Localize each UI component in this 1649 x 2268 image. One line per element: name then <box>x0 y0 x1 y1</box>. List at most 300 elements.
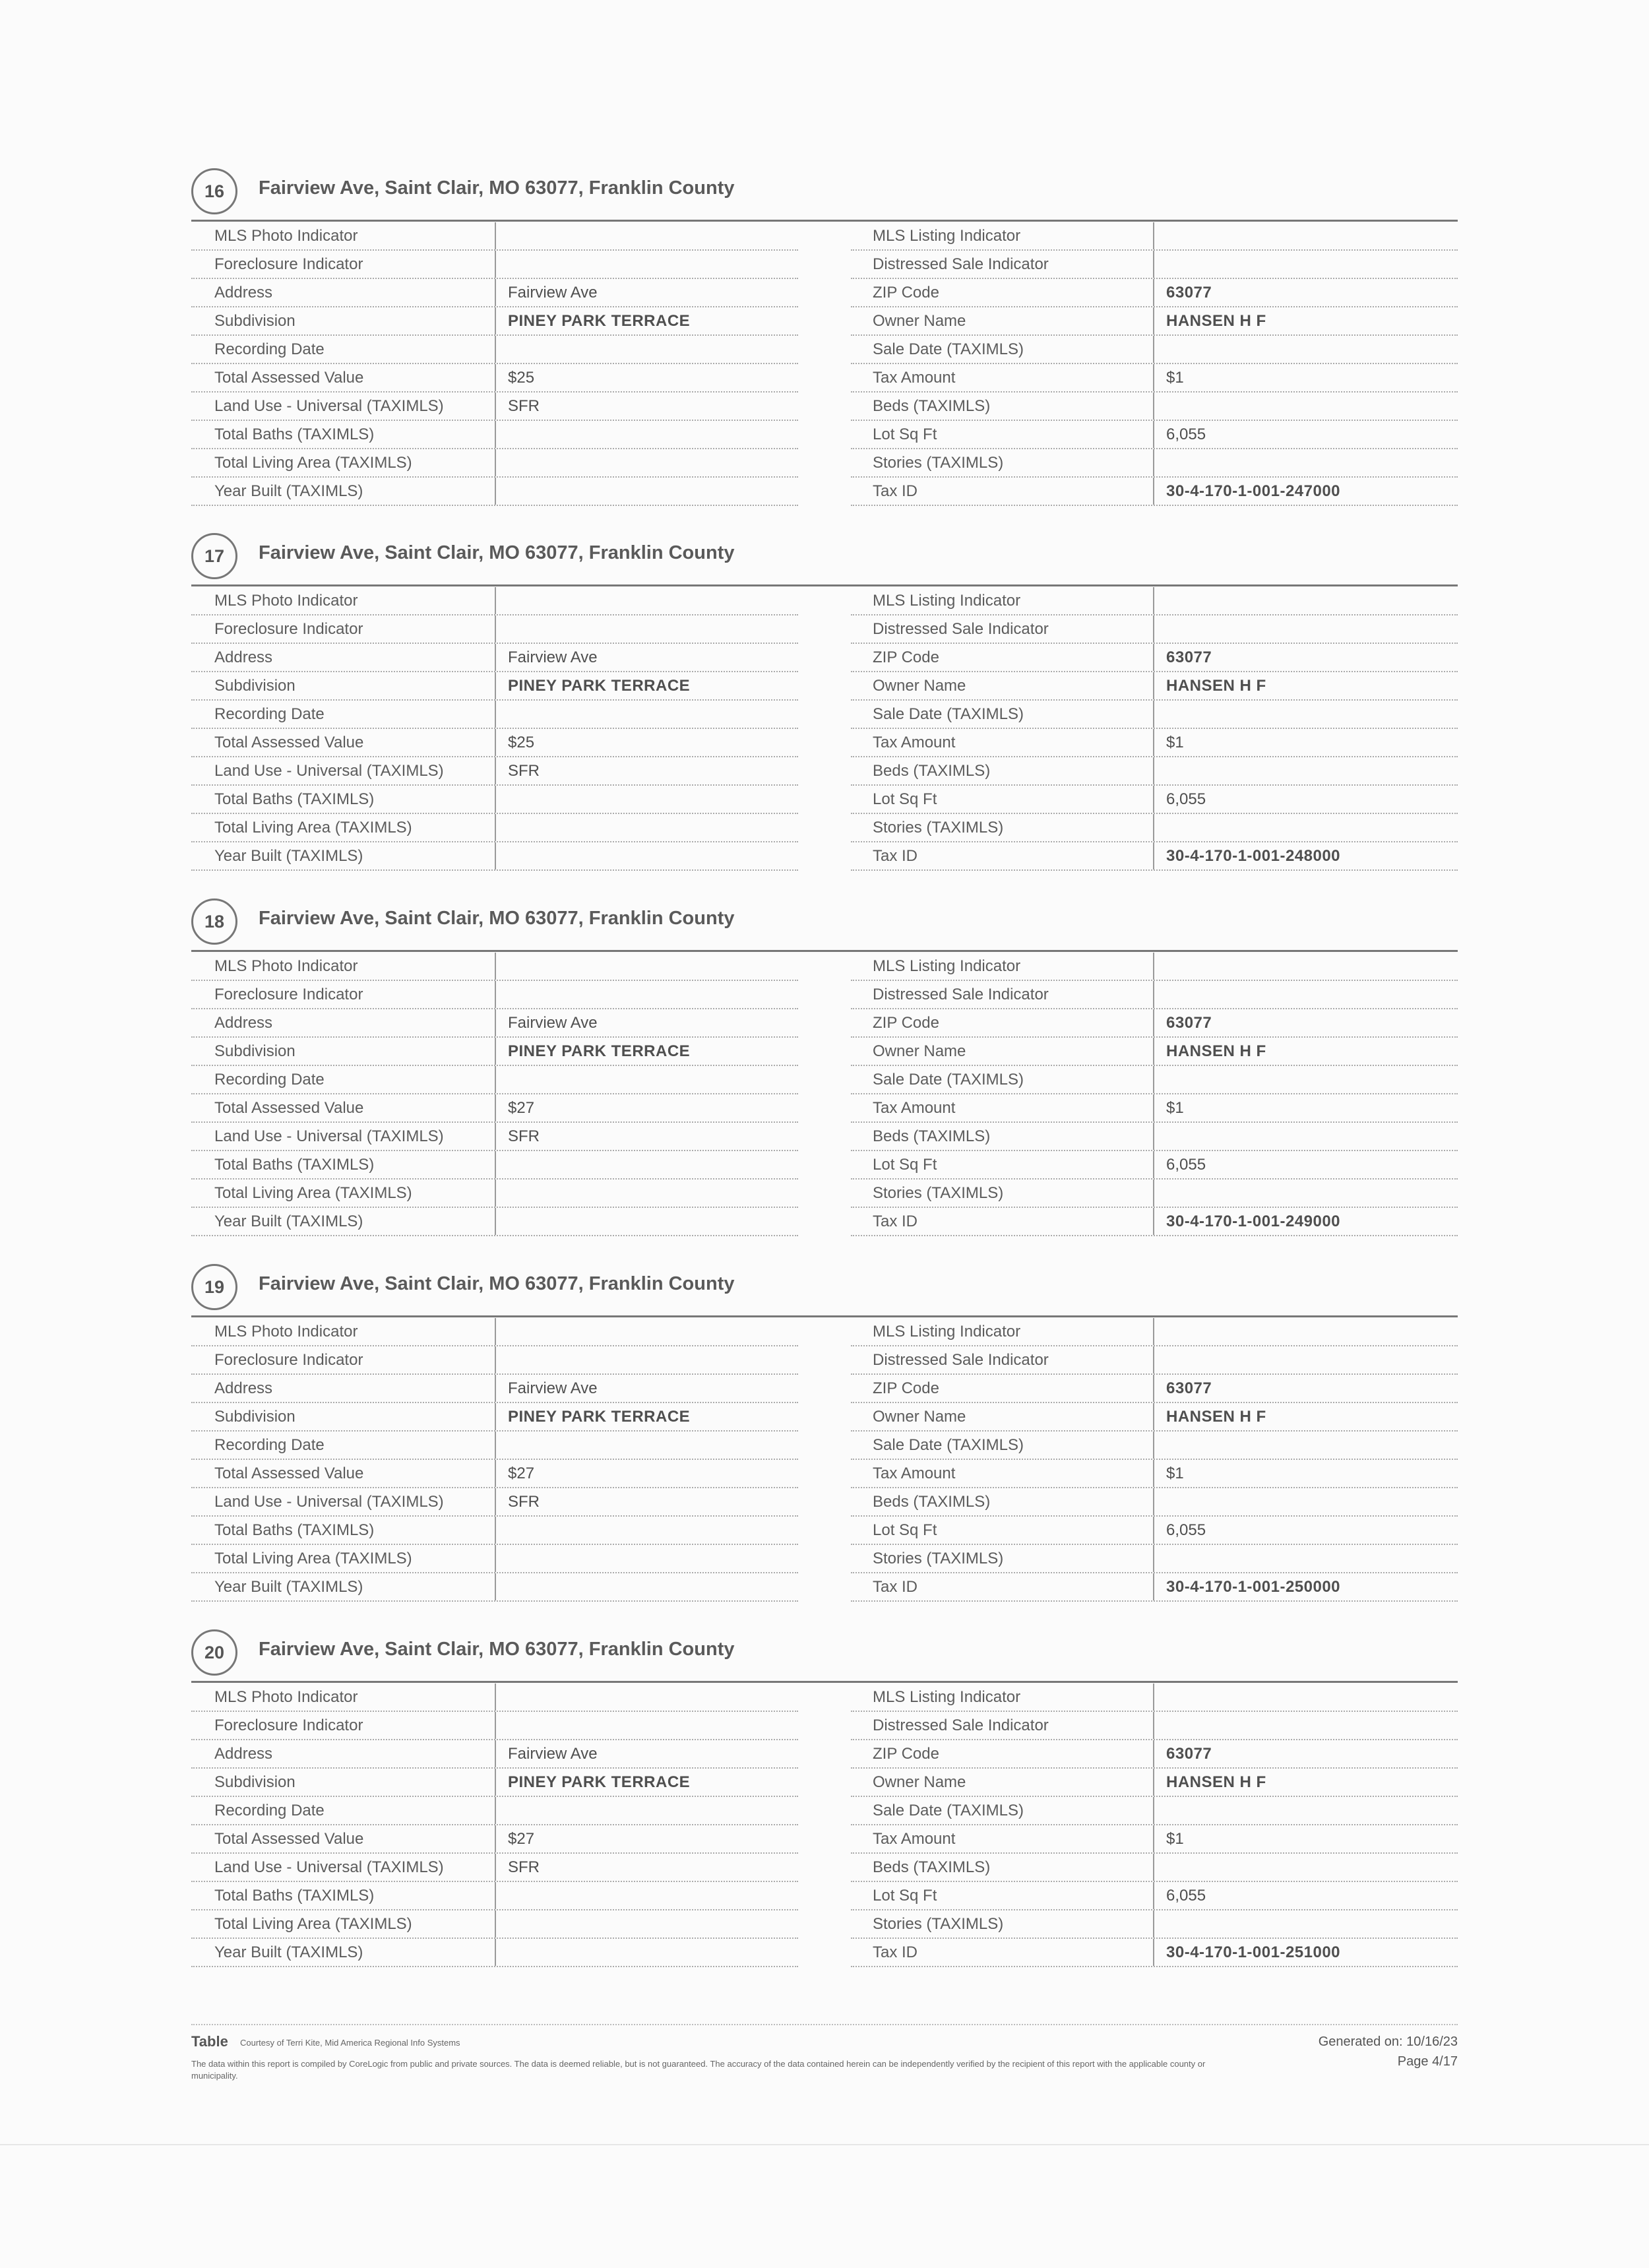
field-label: Tax ID <box>873 1578 918 1596</box>
field-row <box>851 1180 1458 1208</box>
field-value: 63077 <box>1166 284 1212 301</box>
field-label: Distressed Sale Indicator <box>873 986 1049 1003</box>
field-row <box>191 1208 798 1236</box>
column-separator <box>1153 279 1154 306</box>
field-label: Recording Date <box>214 1071 325 1088</box>
field-value: $1 <box>1166 1099 1184 1117</box>
field-row <box>851 421 1458 449</box>
column-separator <box>1153 1123 1154 1150</box>
field-row <box>851 1882 1458 1910</box>
field-label: ZIP Code <box>873 648 939 666</box>
field-row <box>191 1939 798 1967</box>
field-label: ZIP Code <box>873 1745 939 1763</box>
column-separator <box>1153 1375 1154 1402</box>
column-separator <box>495 222 496 249</box>
field-row <box>851 1517 1458 1545</box>
column-separator <box>1153 1151 1154 1178</box>
column-separator <box>1153 1882 1154 1909</box>
field-label: MLS Listing Indicator <box>873 957 1021 975</box>
column-separator <box>1153 364 1154 391</box>
field-row <box>851 1488 1458 1517</box>
column-separator <box>1153 1488 1154 1515</box>
field-label: Total Living Area (TAXIMLS) <box>214 1915 412 1933</box>
column-separator <box>1153 1066 1154 1093</box>
field-label: Foreclosure Indicator <box>214 620 363 638</box>
field-row <box>191 1797 798 1825</box>
field-label: Total Assessed Value <box>214 1099 364 1117</box>
field-row <box>851 953 1458 981</box>
field-row <box>191 222 798 251</box>
column-separator <box>1153 757 1154 784</box>
field-row <box>191 1545 798 1573</box>
field-value: 30-4-170-1-001-250000 <box>1166 1578 1341 1596</box>
left-field-column <box>191 222 798 506</box>
field-row <box>191 478 798 506</box>
column-separator <box>495 1346 496 1373</box>
field-label: Beds (TAXIMLS) <box>873 762 991 780</box>
field-row <box>851 672 1458 701</box>
column-separator <box>495 842 496 869</box>
column-separator <box>495 1740 496 1767</box>
field-row <box>191 1769 798 1797</box>
field-row <box>191 1432 798 1460</box>
field-label: Sale Date (TAXIMLS) <box>873 1436 1024 1454</box>
column-separator <box>1153 587 1154 614</box>
field-row <box>191 1460 798 1488</box>
field-row <box>851 307 1458 336</box>
field-label: Lot Sq Ft <box>873 1521 937 1539</box>
field-value: $27 <box>508 1099 535 1117</box>
field-label: Owner Name <box>873 1408 966 1426</box>
field-label: Tax ID <box>873 1943 918 1961</box>
column-separator <box>495 729 496 756</box>
field-row <box>191 1854 798 1882</box>
field-label: Land Use - Universal (TAXIMLS) <box>214 1858 444 1876</box>
field-label: Subdivision <box>214 1408 296 1426</box>
field-row <box>851 981 1458 1009</box>
field-row <box>851 1094 1458 1123</box>
field-label: MLS Photo Indicator <box>214 227 358 245</box>
record-number-badge: 18 <box>191 898 237 945</box>
field-label: Year Built (TAXIMLS) <box>214 1213 363 1230</box>
record-divider <box>191 584 1458 586</box>
field-row <box>851 336 1458 364</box>
column-separator <box>495 1375 496 1402</box>
column-separator <box>495 1769 496 1796</box>
field-label: Beds (TAXIMLS) <box>873 1127 991 1145</box>
field-row <box>191 786 798 814</box>
field-label: MLS Listing Indicator <box>873 1688 1021 1706</box>
field-label: Total Baths (TAXIMLS) <box>214 790 375 808</box>
column-separator <box>1153 814 1154 841</box>
field-row <box>851 1432 1458 1460</box>
column-separator <box>495 1151 496 1178</box>
field-label: Lot Sq Ft <box>873 425 937 443</box>
field-row <box>851 1910 1458 1939</box>
record-divider <box>191 950 1458 952</box>
field-value: 6,055 <box>1166 1521 1206 1539</box>
field-value: Fairview Ave <box>508 1745 598 1763</box>
column-separator <box>495 1488 496 1515</box>
generated-date: Generated on: 10/16/23 <box>1318 2034 1458 2049</box>
column-separator <box>1153 307 1154 334</box>
record-number-badge: 20 <box>191 1629 237 1676</box>
field-row <box>191 1910 798 1939</box>
property-record <box>191 168 1458 511</box>
field-label: Total Living Area (TAXIMLS) <box>214 819 412 836</box>
record-number-badge: 16 <box>191 168 237 214</box>
field-label: Tax Amount <box>873 369 956 387</box>
column-separator <box>1153 1432 1154 1459</box>
column-separator <box>495 336 496 363</box>
field-value: PINEY PARK TERRACE <box>508 1042 691 1060</box>
field-label: Stories (TAXIMLS) <box>873 1550 1004 1567</box>
field-label: Tax ID <box>873 847 918 865</box>
column-separator <box>495 1180 496 1207</box>
field-row <box>191 1123 798 1151</box>
field-row <box>191 1066 798 1094</box>
column-separator <box>1153 1346 1154 1373</box>
field-row <box>851 757 1458 786</box>
field-value: PINEY PARK TERRACE <box>508 312 691 330</box>
field-value: 6,055 <box>1166 1156 1206 1174</box>
record-divider <box>191 1315 1458 1317</box>
column-separator <box>1153 1910 1154 1937</box>
field-row <box>191 814 798 842</box>
record-header <box>191 898 1458 958</box>
field-label: Distressed Sale Indicator <box>873 620 1049 638</box>
column-separator <box>495 421 496 448</box>
field-label: MLS Listing Indicator <box>873 592 1021 610</box>
field-row <box>851 615 1458 644</box>
field-row <box>191 251 798 279</box>
column-separator <box>495 1882 496 1909</box>
field-label: Sale Date (TAXIMLS) <box>873 1802 1024 1819</box>
field-row <box>851 1038 1458 1066</box>
field-value: $25 <box>508 369 535 387</box>
field-value: 6,055 <box>1166 1887 1206 1905</box>
column-separator <box>1153 1517 1154 1544</box>
column-separator <box>495 1854 496 1881</box>
column-separator <box>495 1460 496 1487</box>
record-title: Fairview Ave, Saint Clair, MO 63077, Franklin County <box>259 542 735 563</box>
column-separator <box>495 1009 496 1036</box>
field-label: Total Assessed Value <box>214 369 364 387</box>
field-label: Recording Date <box>214 1436 325 1454</box>
field-label: Sale Date (TAXIMLS) <box>873 340 1024 358</box>
field-label: MLS Listing Indicator <box>873 1323 1021 1340</box>
column-separator <box>495 279 496 306</box>
column-separator <box>495 449 496 476</box>
field-row <box>191 1038 798 1066</box>
field-label: Total Living Area (TAXIMLS) <box>214 1550 412 1567</box>
field-value: 6,055 <box>1166 790 1206 808</box>
record-title: Fairview Ave, Saint Clair, MO 63077, Franklin County <box>259 177 735 199</box>
field-label: Total Assessed Value <box>214 1465 364 1482</box>
field-row <box>851 842 1458 871</box>
column-separator <box>495 757 496 784</box>
field-value: $25 <box>508 734 535 751</box>
field-row <box>191 279 798 307</box>
field-label: Recording Date <box>214 705 325 723</box>
column-separator <box>1153 478 1154 505</box>
field-label: Address <box>214 1379 273 1397</box>
right-field-column <box>851 1684 1458 1967</box>
column-separator <box>495 1545 496 1572</box>
field-value: SFR <box>508 1127 540 1145</box>
field-row <box>191 1684 798 1712</box>
field-row <box>851 478 1458 506</box>
field-label: Land Use - Universal (TAXIMLS) <box>214 762 444 780</box>
field-row <box>191 1151 798 1180</box>
column-separator <box>1153 1825 1154 1852</box>
column-separator <box>495 672 496 699</box>
page-footer <box>191 2019 1458 2098</box>
field-label: Recording Date <box>214 1802 325 1819</box>
field-label: Address <box>214 1745 273 1763</box>
field-row <box>191 729 798 757</box>
right-field-column <box>851 953 1458 1236</box>
field-row <box>191 701 798 729</box>
record-number-badge: 17 <box>191 533 237 579</box>
field-row <box>191 842 798 871</box>
field-label: Recording Date <box>214 340 325 358</box>
right-field-column <box>851 587 1458 871</box>
field-label: Tax ID <box>873 482 918 500</box>
column-separator <box>495 644 496 671</box>
field-label: Total Living Area (TAXIMLS) <box>214 454 412 472</box>
field-value: 30-4-170-1-001-248000 <box>1166 847 1341 865</box>
field-row <box>851 1318 1458 1346</box>
column-separator <box>495 814 496 841</box>
field-row <box>191 449 798 478</box>
field-label: Total Baths (TAXIMLS) <box>214 1521 375 1539</box>
field-row <box>851 364 1458 393</box>
column-separator <box>1153 1545 1154 1572</box>
field-label: Total Assessed Value <box>214 734 364 751</box>
field-row <box>191 615 798 644</box>
field-row <box>851 729 1458 757</box>
field-label: Stories (TAXIMLS) <box>873 1184 1004 1202</box>
record-header <box>191 533 1458 592</box>
field-row <box>191 1573 798 1602</box>
field-label: Stories (TAXIMLS) <box>873 1915 1004 1933</box>
field-label: Total Assessed Value <box>214 1830 364 1848</box>
field-row <box>851 393 1458 421</box>
column-separator <box>1153 1769 1154 1796</box>
page-number: Page 4/17 <box>1397 2054 1458 2069</box>
field-value: 63077 <box>1166 648 1212 666</box>
field-row <box>851 1573 1458 1602</box>
field-label: Subdivision <box>214 677 296 695</box>
field-label: Owner Name <box>873 1042 966 1060</box>
record-header <box>191 1629 1458 1689</box>
field-value: SFR <box>508 1493 540 1511</box>
column-separator <box>495 587 496 614</box>
field-row <box>851 1403 1458 1432</box>
field-label: Distressed Sale Indicator <box>873 1351 1049 1369</box>
field-row <box>191 1318 798 1346</box>
column-separator <box>495 701 496 728</box>
column-separator <box>495 1038 496 1065</box>
field-label: Total Living Area (TAXIMLS) <box>214 1184 412 1202</box>
field-label: Owner Name <box>873 677 966 695</box>
field-label: Year Built (TAXIMLS) <box>214 482 363 500</box>
field-row <box>851 701 1458 729</box>
field-row <box>851 1346 1458 1375</box>
column-separator <box>495 615 496 643</box>
field-label: Total Baths (TAXIMLS) <box>214 1887 375 1905</box>
field-row <box>851 1066 1458 1094</box>
field-label: Land Use - Universal (TAXIMLS) <box>214 1127 444 1145</box>
field-label: Total Baths (TAXIMLS) <box>214 1156 375 1174</box>
field-row <box>191 587 798 615</box>
field-label: Foreclosure Indicator <box>214 255 363 273</box>
property-record <box>191 898 1458 1242</box>
column-separator <box>495 1939 496 1966</box>
field-label: ZIP Code <box>873 284 939 301</box>
field-row <box>851 251 1458 279</box>
field-row <box>191 1488 798 1517</box>
field-value: 63077 <box>1166 1745 1212 1763</box>
column-separator <box>495 1432 496 1459</box>
field-value: SFR <box>508 762 540 780</box>
field-label: Year Built (TAXIMLS) <box>214 847 363 865</box>
field-label: Stories (TAXIMLS) <box>873 454 1004 472</box>
field-row <box>191 1009 798 1038</box>
scan-edge <box>0 2144 1649 2145</box>
field-value: 6,055 <box>1166 425 1206 443</box>
field-label: Tax Amount <box>873 734 956 751</box>
field-row <box>191 1712 798 1740</box>
field-row <box>191 981 798 1009</box>
field-row <box>851 1460 1458 1488</box>
left-field-column <box>191 1318 798 1602</box>
field-value: HANSEN H F <box>1166 1042 1266 1060</box>
field-value: $1 <box>1166 1830 1184 1848</box>
column-separator <box>495 1318 496 1345</box>
column-separator <box>1153 1009 1154 1036</box>
field-label: Tax Amount <box>873 1465 956 1482</box>
column-separator <box>495 953 496 980</box>
property-record <box>191 533 1458 876</box>
field-row <box>851 786 1458 814</box>
field-row <box>191 421 798 449</box>
field-row <box>851 644 1458 672</box>
column-separator <box>1153 672 1154 699</box>
field-value: Fairview Ave <box>508 284 598 301</box>
column-separator <box>1153 1318 1154 1345</box>
column-separator <box>495 1094 496 1121</box>
record-divider <box>191 220 1458 222</box>
field-label: MLS Photo Indicator <box>214 592 358 610</box>
field-label: Foreclosure Indicator <box>214 1717 363 1734</box>
column-separator <box>1153 786 1154 813</box>
field-row <box>851 1769 1458 1797</box>
left-field-column <box>191 953 798 1236</box>
column-separator <box>1153 1094 1154 1121</box>
field-label: Distressed Sale Indicator <box>873 255 1049 273</box>
column-separator <box>1153 1797 1154 1824</box>
column-separator <box>1153 644 1154 671</box>
field-row <box>851 814 1458 842</box>
column-separator <box>495 981 496 1008</box>
field-label: Subdivision <box>214 1042 296 1060</box>
field-label: Total Baths (TAXIMLS) <box>214 425 375 443</box>
field-row <box>851 1375 1458 1403</box>
record-title: Fairview Ave, Saint Clair, MO 63077, Franklin County <box>259 1639 735 1660</box>
field-value: HANSEN H F <box>1166 1773 1266 1791</box>
field-label: MLS Photo Indicator <box>214 1323 358 1340</box>
field-value: 63077 <box>1166 1379 1212 1397</box>
field-value: $27 <box>508 1465 535 1482</box>
field-value: HANSEN H F <box>1166 1408 1266 1426</box>
field-label: Stories (TAXIMLS) <box>873 819 1004 836</box>
field-label: Address <box>214 648 273 666</box>
column-separator <box>1153 842 1154 869</box>
field-value: 30-4-170-1-001-251000 <box>1166 1943 1341 1961</box>
field-label: Owner Name <box>873 1773 966 1791</box>
record-header <box>191 168 1458 228</box>
field-label: Sale Date (TAXIMLS) <box>873 1071 1024 1088</box>
field-label: Lot Sq Ft <box>873 1156 937 1174</box>
column-separator <box>1153 701 1154 728</box>
record-title: Fairview Ave, Saint Clair, MO 63077, Franklin County <box>259 1273 735 1294</box>
right-field-column <box>851 222 1458 506</box>
footer-courtesy: Courtesy of Terri Kite, Mid America Regional Info Systems <box>240 2038 460 2048</box>
record-number-badge: 19 <box>191 1264 237 1310</box>
column-separator <box>495 251 496 278</box>
field-label: Land Use - Universal (TAXIMLS) <box>214 397 444 415</box>
field-value: HANSEN H F <box>1166 677 1266 695</box>
column-separator <box>495 1066 496 1093</box>
field-label: ZIP Code <box>873 1379 939 1397</box>
column-separator <box>1153 393 1154 420</box>
field-label: Tax ID <box>873 1213 918 1230</box>
field-row <box>851 1740 1458 1769</box>
field-label: Subdivision <box>214 312 296 330</box>
field-label: Land Use - Universal (TAXIMLS) <box>214 1493 444 1511</box>
column-separator <box>1153 1038 1154 1065</box>
field-row <box>191 1403 798 1432</box>
column-separator <box>495 1208 496 1235</box>
column-separator <box>1153 981 1154 1008</box>
field-row <box>851 587 1458 615</box>
column-separator <box>1153 1684 1154 1711</box>
field-row <box>191 1375 798 1403</box>
column-separator <box>1153 336 1154 363</box>
field-row <box>851 1712 1458 1740</box>
field-row <box>191 1346 798 1375</box>
left-field-column <box>191 587 798 871</box>
column-separator <box>1153 421 1154 448</box>
column-separator <box>1153 1403 1154 1430</box>
field-value: PINEY PARK TERRACE <box>508 1773 691 1791</box>
field-row <box>851 1825 1458 1854</box>
field-label: Beds (TAXIMLS) <box>873 1858 991 1876</box>
field-label: Owner Name <box>873 312 966 330</box>
footer-divider <box>191 2024 1458 2025</box>
column-separator <box>1153 1740 1154 1767</box>
column-separator <box>495 1123 496 1150</box>
field-row <box>191 672 798 701</box>
field-row <box>191 757 798 786</box>
field-row <box>851 1797 1458 1825</box>
field-row <box>851 1123 1458 1151</box>
left-field-column <box>191 1684 798 1967</box>
field-row <box>851 279 1458 307</box>
property-record <box>191 1629 1458 1972</box>
